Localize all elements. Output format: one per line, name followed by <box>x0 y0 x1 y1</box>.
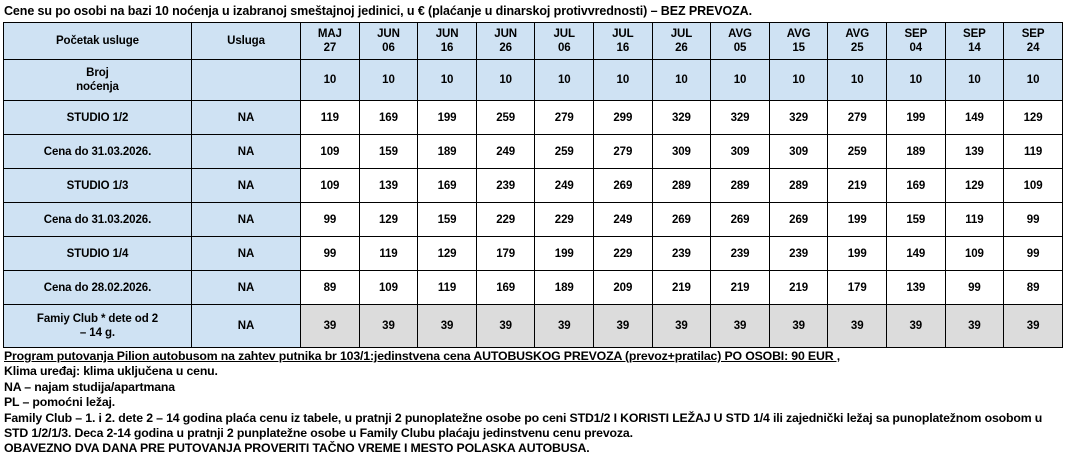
notice-text: Cene su po osobi na bazi 10 noćenja u izabranoj smeštajnoj jedinici, u € (plaćanje u dinarskoj protivvrednosti) – BEZ PREVOZA. <box>4 4 752 18</box>
price-cell: 279 <box>594 135 653 169</box>
price-cell: 219 <box>828 169 887 203</box>
row-service-cell: NA <box>191 203 300 237</box>
header-cell-date <box>301 23 360 60</box>
price-cell: 139 <box>945 135 1004 169</box>
header-date-day: 04 <box>909 42 923 54</box>
price-cell: 39 <box>887 305 946 348</box>
price-cell: 259 <box>828 135 887 169</box>
price-cell: 39 <box>769 305 828 348</box>
header-date-day: 25 <box>850 42 864 54</box>
header-date-month: SEP <box>904 28 928 40</box>
table-row <box>4 271 1063 305</box>
row-label-cell <box>4 169 192 203</box>
price-cell: 39 <box>711 305 770 348</box>
price-cell: 219 <box>652 271 711 305</box>
header-date-day: 14 <box>968 42 981 54</box>
price-cell: 10 <box>1004 60 1063 101</box>
header-date-day: 16 <box>616 42 630 54</box>
price-cell: 269 <box>594 169 653 203</box>
row-label-line-1: STUDIO 1/3 <box>66 179 129 192</box>
row-label-cell <box>4 237 192 271</box>
price-cell: 159 <box>418 203 477 237</box>
price-cell: 10 <box>359 60 418 101</box>
price-cell: 119 <box>945 203 1004 237</box>
price-cell: 99 <box>1004 203 1063 237</box>
price-cell: 229 <box>535 203 594 237</box>
price-cell: 299 <box>594 101 653 135</box>
price-cell: 159 <box>359 135 418 169</box>
row-label-cell <box>4 135 192 169</box>
header-date-day: 06 <box>382 42 395 54</box>
price-cell: 109 <box>1004 169 1063 203</box>
header-cell-date <box>769 23 828 60</box>
price-cell: 89 <box>301 271 360 305</box>
header-cell-date <box>652 23 711 60</box>
price-cell: 99 <box>301 237 360 271</box>
price-cell: 289 <box>769 169 828 203</box>
header-cell-date <box>359 23 418 60</box>
header-date-month: AVG <box>845 28 870 40</box>
price-cell: 10 <box>594 60 653 101</box>
price-cell: 169 <box>887 169 946 203</box>
header-date-month: MAJ <box>317 28 342 40</box>
price-cell: 279 <box>535 101 594 135</box>
price-cell: 109 <box>301 169 360 203</box>
row-service-cell: NA <box>191 237 300 271</box>
price-cell: 329 <box>711 101 770 135</box>
price-cell: 129 <box>1004 101 1063 135</box>
row-label-line-1: STUDIO 1/4 <box>66 247 129 260</box>
header-cell-start-of-service: Početak usluge <box>4 23 192 60</box>
price-cell: 199 <box>887 101 946 135</box>
price-cell: 10 <box>301 60 360 101</box>
row-label-line-1: Cena do 31.03.2026. <box>43 213 152 226</box>
price-cell: 149 <box>887 237 946 271</box>
row-service-cell: NA <box>191 135 300 169</box>
row-service-cell <box>191 60 300 101</box>
footer-line-klima: Klima uređaj: klima uključena u cenu. <box>4 364 218 379</box>
table-row <box>4 101 1063 135</box>
price-cell: 179 <box>476 237 535 271</box>
price-cell: 99 <box>301 203 360 237</box>
price-cell: 99 <box>945 271 1004 305</box>
price-cell: 39 <box>594 305 653 348</box>
price-cell: 199 <box>418 101 477 135</box>
header-cell-date <box>711 23 770 60</box>
price-cell: 39 <box>652 305 711 348</box>
table-row <box>4 60 1063 101</box>
price-cell: 239 <box>769 237 828 271</box>
table-header-row <box>4 23 1063 60</box>
price-cell: 159 <box>887 203 946 237</box>
row-label-line-1: Cena do 31.03.2026. <box>43 145 152 158</box>
price-cell: 39 <box>535 305 594 348</box>
header-date-month: SEP <box>963 28 986 40</box>
row-label-cell <box>4 305 192 348</box>
price-cell: 329 <box>769 101 828 135</box>
row-label-cell <box>4 271 192 305</box>
header-cell-date <box>887 23 946 60</box>
header-date-month: SEP <box>1021 28 1045 40</box>
price-cell: 199 <box>828 203 887 237</box>
header-date-day: 15 <box>792 42 805 54</box>
table-row <box>4 203 1063 237</box>
header-date-month: JUN <box>435 28 459 40</box>
price-cell: 10 <box>535 60 594 101</box>
price-cell: 89 <box>1004 271 1063 305</box>
row-label-line-1: Famiy Club * dete od 2 <box>36 313 159 325</box>
price-cell: 149 <box>945 101 1004 135</box>
price-cell: 119 <box>418 271 477 305</box>
price-cell: 199 <box>828 237 887 271</box>
price-cell: 109 <box>359 271 418 305</box>
table-row <box>4 169 1063 203</box>
price-cell: 10 <box>476 60 535 101</box>
price-cell: 10 <box>828 60 887 101</box>
price-cell: 309 <box>711 135 770 169</box>
price-cell: 249 <box>594 203 653 237</box>
header-cell-date <box>418 23 477 60</box>
row-service-cell: NA <box>191 169 300 203</box>
row-label-cell <box>4 101 192 135</box>
footer-line-obavezno: OBAVEZNO DVA DANA PRE PUTOVANJA PROVERITI TAČNO VREME I MESTO POLASKA AUTOBUSA. <box>4 441 590 456</box>
price-cell: 10 <box>418 60 477 101</box>
header-cell-date <box>945 23 1004 60</box>
price-cell: 229 <box>594 237 653 271</box>
header-date-day: 05 <box>733 42 747 54</box>
price-cell: 199 <box>535 237 594 271</box>
price-cell: 10 <box>945 60 1004 101</box>
price-cell: 39 <box>359 305 418 348</box>
price-cell: 10 <box>652 60 711 101</box>
header-cell-date <box>1004 23 1063 60</box>
footer-line-family-2: STD 1/2/1/3. Deca 2-14 godina u pratnji 2 punplatežne osobe u Family Clubu plaćaju jedinstvenu cenu prevoza. <box>4 426 633 441</box>
price-table <box>3 22 1063 348</box>
price-cell: 139 <box>887 271 946 305</box>
header-date-month: AVG <box>728 28 752 40</box>
row-label-cell <box>4 203 192 237</box>
price-cell: 219 <box>769 271 828 305</box>
price-cell: 239 <box>476 169 535 203</box>
price-cell: 139 <box>359 169 418 203</box>
price-cell: 249 <box>476 135 535 169</box>
header-cell-service: Usluga <box>191 23 300 60</box>
header-date-day: 27 <box>323 42 337 54</box>
footer-line-pl: PL – pomoćni ležaj. <box>4 395 116 410</box>
table-row <box>4 305 1063 348</box>
row-label-line-2: noćenja <box>76 81 119 93</box>
price-cell: 289 <box>652 169 711 203</box>
price-cell: 39 <box>1004 305 1063 348</box>
price-cell: 129 <box>359 203 418 237</box>
price-cell: 189 <box>887 135 946 169</box>
price-cell: 279 <box>828 101 887 135</box>
header-date-day: 06 <box>557 42 571 54</box>
footer-line-program: Program putovanja Pilion autobusom na zahtev putnika br 103/1:jedinstvena cena AUTOBUSKOG PREVOZA (prevoz+pratilac) PO OSOBI: 90 EUR , <box>4 349 840 363</box>
price-cell: 259 <box>476 101 535 135</box>
header-date-day: 26 <box>675 42 688 54</box>
table-row <box>4 135 1063 169</box>
header-date-month: JUN <box>494 28 517 40</box>
price-cell: 189 <box>535 271 594 305</box>
price-cell: 309 <box>769 135 828 169</box>
header-cell-date <box>535 23 594 60</box>
price-cell: 10 <box>769 60 828 101</box>
price-cell: 119 <box>301 101 360 135</box>
header-date-month: AVG <box>786 28 811 40</box>
header-cell-date <box>476 23 535 60</box>
header-date-day: 26 <box>499 42 512 54</box>
price-cell: 189 <box>418 135 477 169</box>
row-label-line-1: Broj <box>86 67 109 79</box>
price-cell: 39 <box>476 305 535 348</box>
row-service-cell: NA <box>191 271 300 305</box>
row-label-line-1: Cena do 28.02.2026. <box>43 281 152 294</box>
row-label-line-1: STUDIO 1/2 <box>66 111 129 124</box>
header-cell-date <box>594 23 653 60</box>
price-cell: 329 <box>652 101 711 135</box>
header-date-month: JUL <box>612 28 634 40</box>
price-cell: 39 <box>945 305 1004 348</box>
price-cell: 169 <box>418 169 477 203</box>
price-cell: 259 <box>535 135 594 169</box>
footer-line-na: NA – najam studija/apartmana <box>4 379 175 394</box>
price-cell: 109 <box>945 237 1004 271</box>
header-cell-date <box>828 23 887 60</box>
row-service-cell: NA <box>191 101 300 135</box>
price-cell: 119 <box>359 237 418 271</box>
price-cell: 10 <box>711 60 770 101</box>
price-cell: 209 <box>594 271 653 305</box>
price-cell: 119 <box>1004 135 1063 169</box>
price-cell: 39 <box>828 305 887 348</box>
header-date-month: JUN <box>377 28 400 40</box>
row-label-line-2: – 14 g. <box>79 327 116 339</box>
price-cell: 129 <box>945 169 1004 203</box>
footer-line-family-1: Family Club – 1. i 2. dete 2 – 14 godina plaća cenu iz tabele, u pratnji 2 punoplatežne osobe po ceni STD1/2 I KORISTI LEŽAJ U STD 1/4 ili zajednički ležaj sa punoplatežnom osobom u <box>4 410 1043 425</box>
price-cell: 269 <box>652 203 711 237</box>
price-cell: 99 <box>1004 237 1063 271</box>
price-cell: 169 <box>359 101 418 135</box>
price-cell: 309 <box>652 135 711 169</box>
price-cell: 269 <box>769 203 828 237</box>
footer-notes <box>2 349 1063 457</box>
row-service-cell: NA <box>191 305 300 348</box>
price-cell: 289 <box>711 169 770 203</box>
price-cell: 239 <box>652 237 711 271</box>
price-cell: 10 <box>887 60 946 101</box>
price-cell: 229 <box>476 203 535 237</box>
price-cell: 219 <box>711 271 770 305</box>
price-cell: 129 <box>418 237 477 271</box>
price-cell: 269 <box>711 203 770 237</box>
header-date-day: 24 <box>1026 42 1040 54</box>
header-date-month: JUL <box>553 28 575 40</box>
header-date-day: 16 <box>440 42 454 54</box>
header-date-month: JUL <box>670 28 693 40</box>
price-cell: 39 <box>418 305 477 348</box>
price-cell: 39 <box>301 305 360 348</box>
price-cell: 249 <box>535 169 594 203</box>
table-row <box>4 237 1063 271</box>
price-cell: 179 <box>828 271 887 305</box>
price-cell: 169 <box>476 271 535 305</box>
price-cell: 239 <box>711 237 770 271</box>
price-cell: 109 <box>301 135 360 169</box>
row-label-cell <box>4 60 192 101</box>
